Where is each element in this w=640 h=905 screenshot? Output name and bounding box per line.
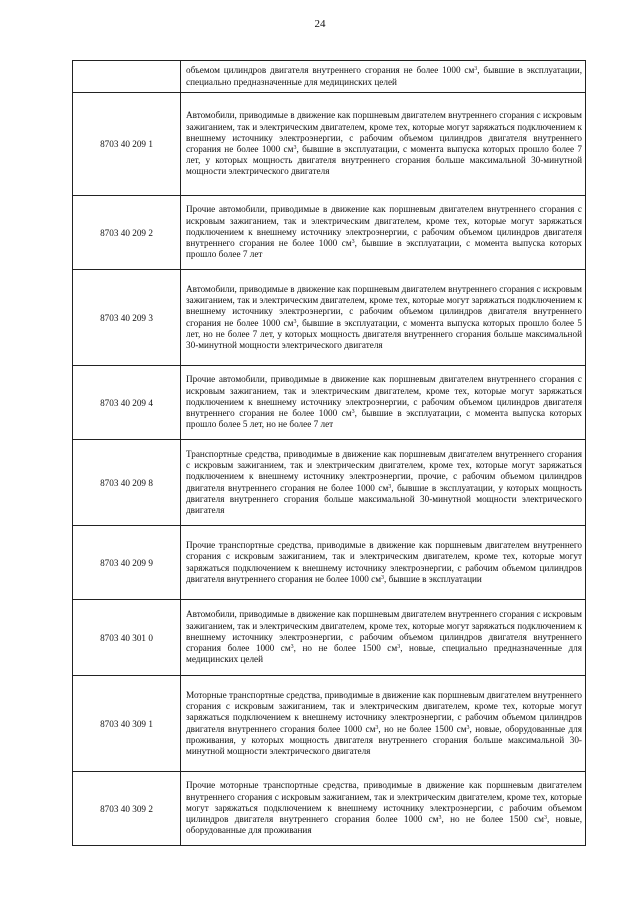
goods-description: Моторные транспортные средства, приводимые в движение как поршневым двигателем внутреннего сгорания с искровым зажиганием, так и электрическим двигателем, кроме тех, которые могут заряжаться подключением к внешнему источнику электроэнергии, с рабочим объемом цилиндров двигателя внутреннего сгорания более 1000 $см^3$, но не более 1500 $см^3$, новые, оборудованные для проживания, у которых мощность двигателя внутреннего сгорания больше максимальной 30-минутной мощности электрического двигателя — [181, 676, 586, 772]
table-row — [73, 196, 586, 270]
goods-description: Транспортные средства, приводимые в движение как поршневым двигателем внутреннего сгорания с искровым зажиганием, так и электрическим двигателем, кроме тех, которые могут заряжаться подключением к внешнему источнику электроэнергии, прочие, с рабочим объемом цилиндров двигателя внутреннего сгорания не более 1000 $см^3$, бывшие в эксплуатации, у которых мощность двигателя внутреннего сгорания больше максимальной 30-минутной мощности электрического двигателя — [181, 440, 586, 526]
table-row — [73, 600, 586, 676]
table-row — [73, 526, 586, 600]
tnved-code: 8703 40 209 3 — [73, 270, 181, 366]
tnved-code: 8703 40 209 8 — [73, 440, 181, 526]
goods-description: Прочие транспортные средства, приводимые в движение как поршневым двигателем внутреннего сгорания с искровым зажиганием, так и электрическим двигателем, кроме тех, которые могут заряжаться подключением к внешнему источнику электроэнергии, с рабочим объемом цилиндров двигателя внутреннего сгорания не более 1000 $см^3$, бывшие в эксплуатации — [181, 526, 586, 600]
goods-description: Прочие автомобили, приводимые в движение как поршневым двигателем внутреннего сгорания с искровым зажиганием, так и электрическим двигателем, кроме тех, которые могут заряжаться подключением к внешнему источнику электроэнергии, с рабочим объемом цилиндров двигателя внутреннего сгорания не более 1000 $см^3$, бывшие в эксплуатации, с момента выпуска которых прошло более 7 лет — [181, 196, 586, 270]
tnved-code: 8703 40 209 9 — [73, 526, 181, 600]
tnved-code: 8703 40 209 2 — [73, 196, 181, 270]
tnved-code: 8703 40 309 2 — [73, 772, 181, 846]
page-number: 24 — [314, 18, 326, 30]
goods-description: Автомобили, приводимые в движение как поршневым двигателем внутреннего сгорания с искровым зажиганием, так и электрическим двигателем, кроме тех, которые могут заряжаться подключением к внешнему источнику электроэнергии, с рабочим объемом цилиндров двигателя внутреннего сгорания не более 1000 $см^3$, бывшие в эксплуатации, с момента выпуска которых прошло более 7 лет, у которых мощность двигателя внутреннего сгорания больше максимальной 30-минутной мощности электрического двигателя — [181, 93, 586, 196]
tariff-table — [72, 60, 586, 846]
goods-description: Прочие автомобили, приводимые в движение как поршневым двигателем внутреннего сгорания с искровым зажиганием, так и электрическим двигателем, кроме тех, которые могут заряжаться подключением к внешнему источнику электроэнергии, с рабочим объемом цилиндров двигателя внутреннего сгорания не более 1000 $см^3$, бывшие в эксплуатации, с момента выпуска которых прошло более 5 лет, но не более 7 лет — [181, 366, 586, 440]
tnved-code: 8703 40 209 1 — [73, 93, 181, 196]
goods-description: Автомобили, приводимые в движение как поршневым двигателем внутреннего сгорания с искровым зажиганием, так и электрическим двигателем, кроме тех, которые могут заряжаться подключением к внешнему источнику электроэнергии, с рабочим объемом цилиндров двигателя внутреннего сгорания не более 1000 $см^3$, бывшие в эксплуатации, с момента выпуска которых прошло более 5 лет, но не более 7 лет, у которых мощность двигателя внутреннего сгорания больше максимальной 30-минутной мощности электрического двигателя — [181, 270, 586, 366]
goods-description: Прочие моторные транспортные средства, приводимые в движение как поршневым двигателем внутреннего сгорания с искровым зажиганием, так и электрическим двигателем, кроме тех, которые могут заряжаться подключением к внешнему источнику электроэнергии, с рабочим объемом цилиндров двигателя внутреннего сгорания более 1000 $см^3$, но не более 1500 $см^3$, новые, оборудованные для проживания — [181, 772, 586, 846]
goods-description: Автомобили, приводимые в движение как поршневым двигателем внутреннего сгорания с искровым зажиганием, так и электрическим двигателем, кроме тех, которые могут заряжаться подключением к внешнему источнику электроэнергии, с рабочим объемом цилиндров двигателя внутреннего сгорания более 1000 $см^3$, но не более 1500 $см^3$, новые, специально предназначенные для медицинских целей — [181, 600, 586, 676]
table-row — [73, 366, 586, 440]
table-row — [73, 61, 586, 93]
goods-description: объемом цилиндров двигателя внутреннего сгорания не более 1000 $см^3$, бывшие в эксплуатации, специально предназначенные для медицинских целей — [181, 61, 586, 93]
table-row — [73, 440, 586, 526]
table-row — [73, 270, 586, 366]
tnved-code — [73, 61, 181, 93]
table-row — [73, 93, 586, 196]
tnved-code: 8703 40 309 1 — [73, 676, 181, 772]
tnved-code: 8703 40 209 4 — [73, 366, 181, 440]
table-row — [73, 772, 586, 846]
tnved-code: 8703 40 301 0 — [73, 600, 181, 676]
table-row — [73, 676, 586, 772]
